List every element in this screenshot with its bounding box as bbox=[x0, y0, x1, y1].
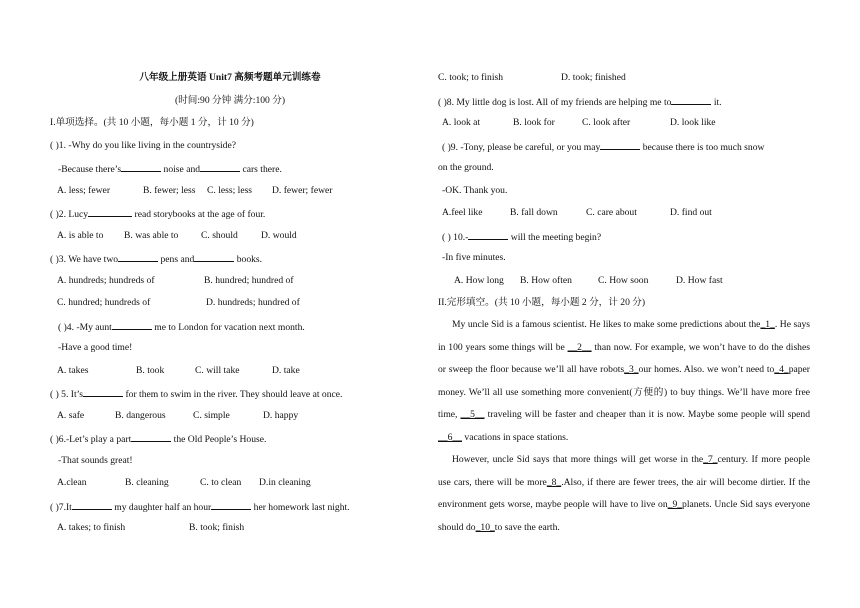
q5-blank bbox=[83, 386, 123, 397]
q1-option-c: C. less; less bbox=[207, 185, 253, 196]
q5-option-b: B. dangerous bbox=[115, 410, 166, 421]
q7-option-b: B. took; finish bbox=[189, 522, 245, 533]
q7-option-a: A. takes; to finish bbox=[57, 522, 126, 533]
q10-option-d: D. How fast bbox=[676, 275, 723, 286]
q9-option-d: D. find out bbox=[670, 207, 712, 218]
q5-option-c: C. simple bbox=[193, 410, 230, 421]
q3-option-b: B. hundred; hundred of bbox=[204, 275, 294, 286]
q5-option-a: A. safe bbox=[57, 410, 85, 421]
q10-blank bbox=[468, 229, 508, 240]
q5-stem: ( ) 5. It’s for them to swim in the river. They should leave at once. bbox=[50, 386, 410, 401]
q2-option-a: A. is able to bbox=[57, 230, 104, 241]
q4-line2: -Have a good time! bbox=[58, 342, 133, 353]
cloze-blank-1: _1_ bbox=[760, 319, 775, 330]
q3-option-a: A. hundreds; hundreds of bbox=[57, 275, 155, 286]
q9-option-a: A.feel like bbox=[442, 207, 483, 218]
q8-blank bbox=[671, 94, 711, 105]
q4-blank bbox=[112, 319, 152, 330]
q10-option-b: B. How often bbox=[520, 275, 572, 286]
q10-stem: ( ) 10.- will the meeting begin? bbox=[442, 229, 810, 244]
q9-option-b: B. fall down bbox=[510, 207, 558, 218]
exam-subtitle: (时间:90 分钟 满分:100 分) bbox=[174, 95, 286, 106]
exam-title: 八年级上册英语 Unit7 高频考题单元训练卷 bbox=[139, 72, 321, 83]
cloze-paragraph-1: My uncle Sid is a famous scientist. He likes to make some predictions about the_1_. He says in 100 years some things will be __2__ than now. For example, we won’t have to do the dishes or sweep the floor because we’ll all have robots_3_our homes. Also. we won’t need to_4_paper money. We’ll all use something more convenient(方便的) to buy things. We’ll have more free time, __5__ traveling will be faster and cheaper than it is now. Maybe some people will spend __6__ vacations in space stations. bbox=[438, 319, 810, 443]
q3-option-d: D. hundreds; hundred of bbox=[206, 297, 300, 308]
q1-stem: ( )1. -Why do you like living in the countryside? bbox=[50, 140, 236, 151]
q4-option-c: C. will take bbox=[195, 365, 240, 376]
cloze-blank-5: __5__ bbox=[460, 409, 485, 420]
cloze-paragraph-2: However, uncle Sid says that more things will get worse in the_7_century. If more people use cars, there will be more_8_.Also, if there are fewer trees, the air will become dirtier. If the environment gets worse, maybe people will have to live on_9_planets. Uncle Sid says everyone should do_10_to save the earth. bbox=[438, 454, 810, 533]
q4-stem: ( )4. -My aunt me to London for vacation next month. bbox=[58, 319, 410, 334]
q8-option-d: D. look like bbox=[670, 117, 716, 128]
q10-line2: -In five minutes. bbox=[442, 252, 506, 263]
q6-blank bbox=[131, 431, 171, 442]
q9-option-c: C. care about bbox=[586, 207, 637, 218]
section1-heading: I.单项选择。(共 10 小题，每小题 1 分，计 10 分) bbox=[50, 117, 254, 128]
q7-option-d: D. took; finished bbox=[561, 72, 626, 83]
q8-option-a: A. look at bbox=[442, 117, 481, 128]
q1-option-d: D. fewer; fewer bbox=[272, 185, 333, 196]
q6-option-b: B. cleaning bbox=[125, 477, 169, 488]
cloze-blank-9: _9_ bbox=[667, 499, 683, 510]
q6-option-c: C. to clean bbox=[200, 477, 242, 488]
q9-blank bbox=[600, 139, 640, 150]
q5-option-d: D. happy bbox=[263, 410, 299, 421]
q2-option-b: B. was able to bbox=[124, 230, 179, 241]
q6-option-d: D.in cleaning bbox=[259, 477, 311, 488]
q1-blank-1 bbox=[121, 161, 161, 172]
cloze-blank-8: _8_ bbox=[546, 476, 562, 488]
q1-option-b: B. fewer; less bbox=[143, 185, 196, 196]
q7-blank-1 bbox=[72, 499, 112, 510]
q1-option-a: A. less; fewer bbox=[57, 185, 111, 196]
q3-blank-1 bbox=[118, 251, 158, 262]
q6-option-a: A.clean bbox=[57, 477, 87, 488]
q4-option-b: B. took bbox=[136, 365, 165, 376]
q4-option-a: A. takes bbox=[57, 365, 89, 376]
q2-option-c: C. should bbox=[201, 230, 238, 241]
cloze-blank-2: __2__ bbox=[567, 341, 592, 353]
q9-line2: on the ground. bbox=[438, 162, 494, 173]
q8-stem: ( )8. My little dog is lost. All of my friends are helping me to it. bbox=[438, 94, 810, 109]
q10-option-c: C. How soon bbox=[598, 275, 649, 286]
q8-option-b: B. look for bbox=[513, 117, 555, 128]
q6-stem: ( )6.-Let’s play a part the Old People’s House. bbox=[50, 431, 410, 446]
cloze-blank-4: _4_ bbox=[774, 364, 789, 375]
q7-blank-2 bbox=[211, 499, 251, 510]
q3-blank-2 bbox=[194, 251, 234, 262]
q9-line3: -OK. Thank you. bbox=[442, 185, 508, 196]
cloze-blank-3: _3_ bbox=[624, 364, 639, 375]
q10-option-a: A. How long bbox=[454, 275, 504, 286]
cloze-blank-6: __6__ bbox=[438, 431, 462, 443]
q3-stem: ( )3. We have two pens and books. bbox=[50, 251, 410, 266]
cloze-blank-7: _7_ bbox=[703, 454, 718, 465]
q2-blank bbox=[88, 206, 132, 217]
section2-heading: II.完形填空。(共 10 小题，每小题 2 分，计 20 分) bbox=[438, 297, 646, 308]
q2-stem: ( )2. Lucy read storybooks at the age of four. bbox=[50, 206, 410, 221]
q8-option-c: C. look after bbox=[582, 117, 631, 128]
q4-option-d: D. take bbox=[272, 365, 300, 376]
q3-option-c: C. hundred; hundreds of bbox=[57, 297, 151, 308]
cloze-blank-10: _10_ bbox=[475, 521, 495, 533]
q7-option-c: C. took; to finish bbox=[438, 72, 504, 83]
q1-blank-2 bbox=[200, 161, 240, 172]
q9-stem: ( )9. -Tony, please be careful, or you may because there is too much snow bbox=[442, 139, 810, 154]
q7-stem: ( )7.It my daughter half an hour her homework last night. bbox=[50, 499, 410, 514]
q2-option-d: D. would bbox=[261, 230, 297, 241]
q6-line2: -That sounds great! bbox=[58, 455, 133, 466]
q1-line2: -Because there’s noise and cars there. bbox=[58, 161, 410, 176]
